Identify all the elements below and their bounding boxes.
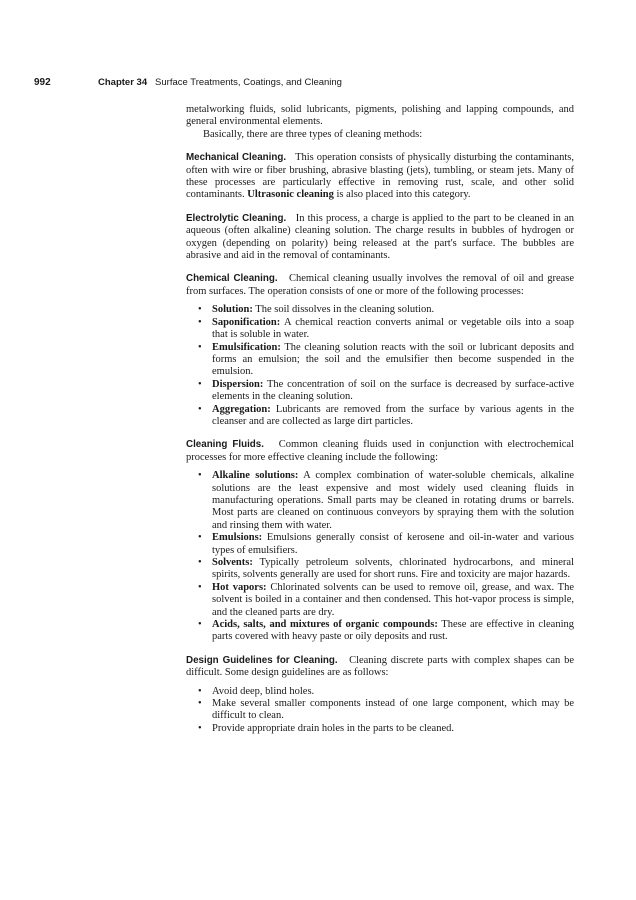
running-header <box>34 77 594 91</box>
page-body <box>186 104 574 735</box>
mechanical-cleaning-text: This operation consists of physically disturbing the contaminants, often with wire or fiber brushing, abrasive blasting (jets), tumbling, or steam jets. Many of these processes are particularly effective in removing rust, scale, and other solid contaminants. <box>186 152 574 201</box>
design-guidelines-text: Cleaning discrete parts with complex shapes can be difficult. Some design guidelines are as follows: <box>186 654 574 679</box>
list-item-term: Saponification: <box>212 316 281 328</box>
list-item-term: Aggregation: <box>212 403 271 415</box>
electrolytic-cleaning-heading: Electrolytic Cleaning. <box>186 212 287 224</box>
design-guidelines-heading: Design Guidelines for Cleaning. <box>186 654 338 666</box>
electrolytic-cleaning-text: In this process, a charge is applied to the part to be cleaned in an aqueous (often alkaline) cleaning solution. The charge results in bubbles of hydrogen or oxygen (depending on polarity) being released at the part's surface. The bubbles are abrasive and aid in the removal of contaminants. <box>186 212 574 262</box>
list-item <box>186 342 574 379</box>
chemical-cleaning-paragraph <box>186 273 574 298</box>
list-item <box>186 317 574 342</box>
list-item-text: The concentration of soil on the surface is decreased by surface-active elements in the cleaning solution. <box>212 378 575 403</box>
chapter-heading <box>98 77 342 88</box>
list-item-text: These are effective in cleaning parts covered with heavy paste or oily deposits and rust. <box>212 619 574 643</box>
chapter-title: Surface Treatments, Coatings, and Cleaning <box>155 77 342 88</box>
list-item-text: A chemical reaction converts animal or vegetable oils into a soap that is soluble in water. <box>212 316 574 341</box>
list-item: • Make several smaller components instead of one large component, which may be difficult to clean. <box>186 698 574 723</box>
list-item-text: Lubricants are removed from the surface by various agents in the cleanser and are collected as large dirt particles. <box>212 403 575 427</box>
intro-types-paragraph: Basically, there are three types of cleaning methods: <box>203 128 423 140</box>
list-item <box>186 379 574 404</box>
mechanical-cleaning-paragraph <box>186 152 574 202</box>
list-item-text: Emulsions generally consist of kerosene and oil-in-water and various types of emulsifiers. <box>212 532 575 556</box>
list-item <box>186 532 574 557</box>
cleaning-fluids-text: Common cleaning fluids used in conjunction with electrochemical processes for more effective cleaning include the following: <box>186 439 574 463</box>
list-item-term: Solvents: <box>212 557 253 568</box>
list-item <box>186 404 574 429</box>
list-item <box>186 304 574 316</box>
design-guidelines-paragraph <box>186 655 574 680</box>
list-item: • Provide appropriate drain holes in the parts to be cleaned. <box>186 723 574 735</box>
list-item: • Avoid deep, blind holes. <box>186 686 574 698</box>
chemical-cleaning-text: Chemical cleaning usually involves the removal of oil and grease from surfaces. The operation consists of one or more of the following processes: <box>186 273 575 297</box>
mechanical-cleaning-heading: Mechanical Cleaning. <box>186 152 287 164</box>
chemical-process-list <box>186 304 574 428</box>
list-item-term: Emulsification: <box>212 341 281 353</box>
list-item-term: Acids, salts, and mixtures of organic compounds: <box>212 619 438 631</box>
chapter-label: Chapter 34 <box>98 77 148 88</box>
list-item-text: A complex combination of water-soluble chemicals, alkaline solutions are the least expensive and most widely used cleaning fluids in manufacturing operations. Small parts may be cleaned in rotating drums or barrels. Most parts are cleaned on continuous conveyors by spraying them with the solution and rinsing them with water. <box>212 470 574 531</box>
list-item <box>186 470 574 532</box>
list-item-term: Dispersion: <box>212 378 264 390</box>
list-item <box>186 557 574 582</box>
list-item <box>186 582 574 619</box>
list-item-text: Typically petroleum solvents, chlorinated hydrocarbons, and mineral spirits, solvents generally are used for short runs. Fire and toxicity are major hazards. <box>212 557 574 581</box>
list-item-text: The cleaning solution reacts with the soil or lubricant deposits and forms an emulsion; the soil and the emulsifier then become suspended in the emulsion. <box>212 341 574 378</box>
list-item-term: Emulsions: <box>212 532 263 544</box>
list-item-term: Hot vapors: <box>212 581 267 593</box>
ultrasonic-cleaning-term: Ultrasonic cleaning <box>247 189 334 201</box>
design-guidelines-list <box>186 686 574 736</box>
list-item-term: Alkaline solutions: <box>212 470 299 482</box>
list-item-text: The soil dissolves in the cleaning solution. <box>255 304 435 316</box>
intro-paragraph: metalworking fluids, solid lubricants, pigments, polishing and lapping compounds, and general environmental elements. <box>186 104 574 128</box>
list-item <box>186 619 574 644</box>
electrolytic-cleaning-paragraph <box>186 213 574 263</box>
mechanical-cleaning-text-end: is also placed into this category. <box>336 189 471 201</box>
page-number: 992 <box>34 77 51 88</box>
chemical-cleaning-heading: Chemical Cleaning. <box>186 273 278 285</box>
cleaning-fluids-list <box>186 470 574 644</box>
list-item-term: Solution: <box>212 304 253 316</box>
cleaning-fluids-paragraph <box>186 439 574 464</box>
list-item-text: Chlorinated solvents can be used to remove oil, grease, and wax. The solvent is boiled in a container and then condensed. This hot-vapor process is simple, and the cleaned parts are dry. <box>212 581 575 618</box>
cleaning-fluids-heading: Cleaning Fluids. <box>186 439 264 451</box>
